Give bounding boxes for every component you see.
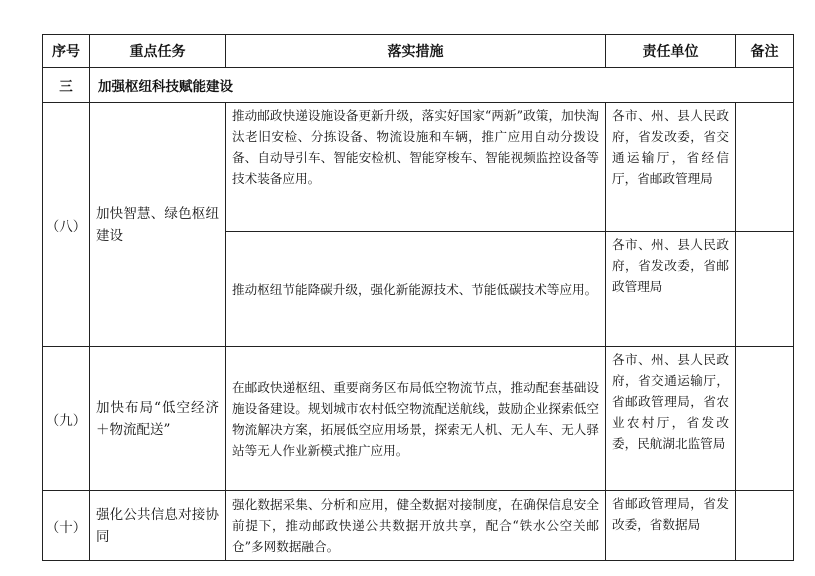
header-measure: 落实措施 (226, 35, 606, 68)
row-measure: 推动邮政快递设施设备更新升级，落实好国家“两新”政策，加快淘汰老旧安检、分拣设备、物流设施和车辆，推广应用自动分拨设备、自动导引车、智能安检机、智能穿梭车、智能视频监控设备等技术装备应用。 (226, 103, 606, 232)
row-number: （八） (43, 103, 90, 347)
header-seq: 序号 (43, 35, 90, 68)
task-table (42, 34, 794, 561)
row-measure: 在邮政快递枢纽、重要商务区布局低空物流节点，推动配套基础设施设备建设。规划城市农村低空物流配送航线，鼓励企业探索低空物流解决方案，拓展低空应用场景，探索无人机、无人车、无人驿站等无人作业新模式推广应用。 (226, 347, 606, 491)
row-note (736, 347, 794, 491)
row-note (736, 491, 794, 561)
section-row (43, 68, 794, 103)
row-task: 加快智慧、绿色枢纽建设 (90, 103, 226, 347)
section-number: 三 (43, 68, 90, 103)
header-responsible: 责任单位 (606, 35, 736, 68)
row-responsible: 各市、州、县人民政府，省发改委，省邮政管理局 (606, 232, 736, 347)
section-title: 加强枢纽科技赋能建设 (90, 68, 794, 103)
row-note (736, 103, 794, 232)
row-responsible: 各市、州、县人民政府，省交通运输厅，省邮政管理局，省农业农村厅，省发改委，民航湖北监管局 (606, 347, 736, 491)
header-task: 重点任务 (90, 35, 226, 68)
row-number: （九） (43, 347, 90, 491)
row-responsible: 各市、州、县人民政府，省发改委，省交通运输厅，省经信厅，省邮政管理局 (606, 103, 736, 232)
header-row (43, 35, 794, 68)
header-note: 备注 (736, 35, 794, 68)
row-task: 加快布局“低空经济＋物流配送” (90, 347, 226, 491)
table-row (43, 491, 794, 561)
row-measure: 推动枢纽节能降碳升级，强化新能源技术、节能低碳技术等应用。 (226, 232, 606, 347)
row-measure: 强化数据采集、分析和应用，健全数据对接制度，在确保信息安全前提下，推动邮政快递公共数据开放共享，配合“铁水公空关邮仓”多网数据融合。 (226, 491, 606, 561)
table-row (43, 103, 794, 232)
row-number: （十） (43, 491, 90, 561)
table-row (43, 347, 794, 491)
row-responsible: 省邮政管理局，省发改委，省数据局 (606, 491, 736, 561)
row-note (736, 232, 794, 347)
row-task: 强化公共信息对接协同 (90, 491, 226, 561)
